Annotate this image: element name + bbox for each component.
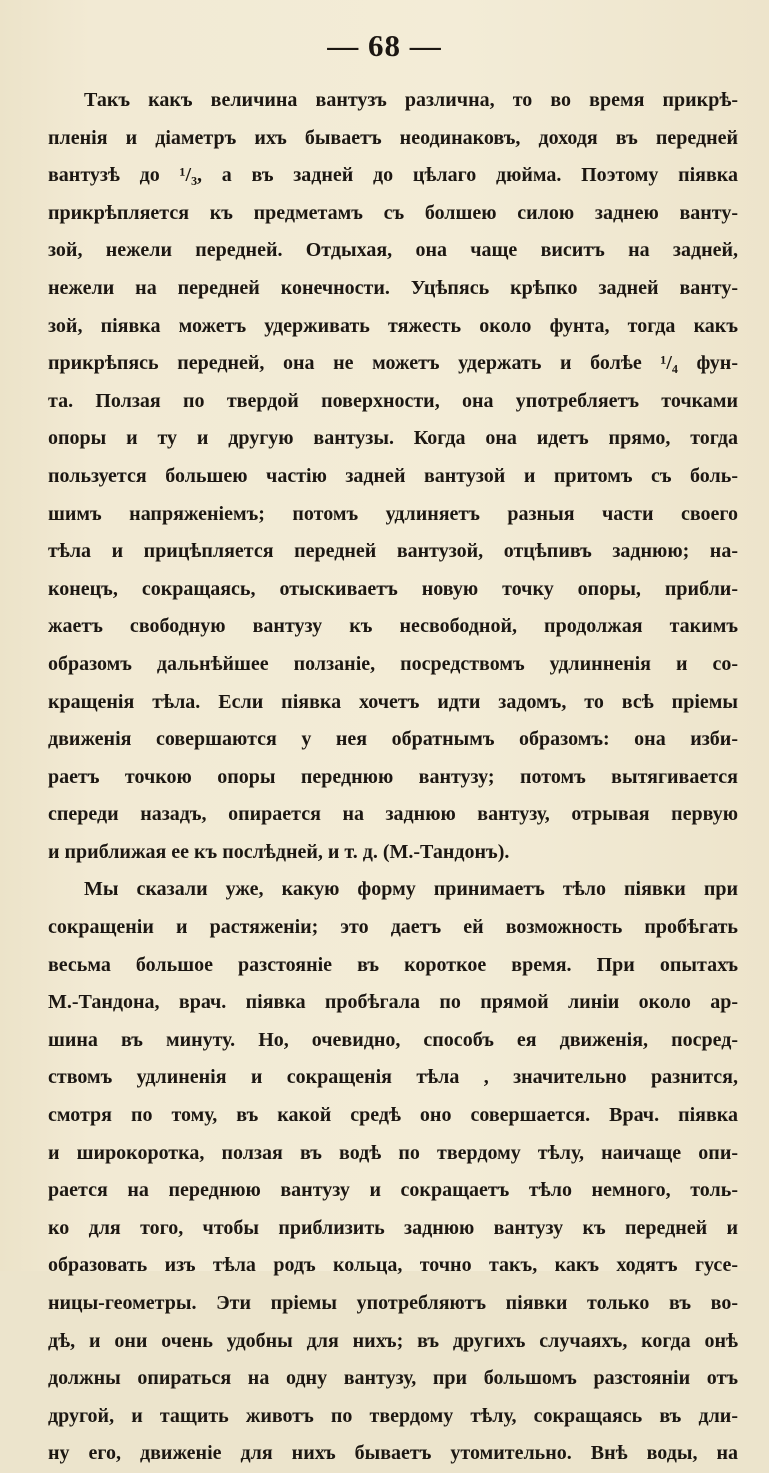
text-line: образовать изъ тѣла родъ кольца, точно такъ, какъ ходятъ гусе- [48, 1254, 738, 1277]
text-line: М.-Тандона, врач. піявка пробѣгала по прямой линіи около ар- [48, 991, 738, 1014]
text-line: ствомъ удлиненія и сокращенія тѣла , значительно разнится, [48, 1066, 738, 1089]
paragraph-2 [48, 871, 738, 1473]
text-line: прикрѣпляется къ предметамъ съ болшею силою заднею ванту- [48, 201, 738, 224]
text-line: весьма большое разстояніе въ короткое время. При опытахъ [48, 953, 738, 976]
paragraph-1 [48, 82, 738, 871]
text-line: другой, и тащить животъ по твердому тѣлу, сокращаясь въ дли- [48, 1404, 738, 1427]
text-line: движенія совершаются у нея обратнымъ образомъ: она изби- [48, 728, 738, 751]
text-line: смотря по тому, въ какой средѣ оно совершается. Врач. піявка [48, 1104, 738, 1127]
text-line: Такъ какъ величина вантузъ различна, то во время прикрѣ- [84, 89, 738, 111]
text-line: образомъ дальнѣйшее ползаніе, посредствомъ удлинненія и со- [48, 652, 738, 675]
text-line: пленія и діаметръ ихъ бываетъ неодинаковъ, доходя въ передней [48, 126, 738, 149]
text-line: ко для того, чтобы приблизить заднюю вантузу къ передней и [48, 1216, 738, 1239]
text-line: жаетъ свободную вантузу къ несвободной, продолжая такимъ [48, 615, 738, 638]
page-number: — 68 — [327, 28, 442, 63]
text-line: ницы-геометры. Эти пріемы употребляютъ піявки только въ во- [48, 1292, 738, 1314]
text-line: конецъ, сокращаясь, отыскиваетъ новую точку опоры, прибли- [48, 577, 738, 600]
text-line: кращенія тѣла. Если піявка хочетъ идти задомъ, то всѣ пріемы [48, 690, 738, 713]
text-line: шина въ минуту. Но, очевидно, способъ ея движенія, посред- [48, 1028, 738, 1051]
text-line: рается на переднюю вантузу и сокращаетъ тѣло немного, толь- [48, 1179, 738, 1202]
text-line: шимъ напряженіемъ; потомъ удлиняетъ разныя части своего [48, 502, 738, 525]
body-text [48, 82, 738, 1473]
text-line: ну его, движеніе для нихъ бываетъ утомительно. Внѣ воды, на [48, 1442, 738, 1465]
text-line: дѣ, и они очень удобны для нихъ; въ другихъ случаяхъ, когда онѣ [48, 1329, 738, 1352]
text-line: и приближая ее къ послѣдней, и т. д. (М.-Тандонъ). [48, 840, 510, 863]
text-line: зой, піявка можетъ удерживать тяжесть около фунта, тогда какъ [48, 314, 738, 337]
text-line: прикрѣпясь передней, она не можетъ удержать и болѣе ¹/₄ фун- [48, 352, 738, 375]
text-line: должны опираться на одну вантузу, при большомъ разстояніи отъ [48, 1367, 738, 1390]
text-line: опоры и ту и другую вантузы. Когда она идетъ прямо, тогда [48, 427, 738, 450]
text-line: вантузѣ до ¹/₃, а въ задней до цѣлаго дюйма. Поэтому піявка [48, 164, 738, 187]
text-line: зой, нежели передней. Отдыхая, она чаще виситъ на задней, [48, 239, 738, 262]
text-line: Мы сказали уже, какую форму принимаетъ тѣло піявки при [84, 878, 738, 901]
text-line: тѣла и прицѣпляется передней вантузой, отцѣпивъ заднюю; на- [48, 540, 738, 563]
text-line: нежели на передней конечности. Уцѣпясь крѣпко задней ванту- [48, 276, 738, 299]
text-line: сокращеніи и растяженіи; это даетъ ей возможность пробѣгать [48, 916, 738, 939]
text-line: раетъ точкою опоры переднюю вантузу; потомъ вытягивается [48, 765, 738, 788]
text-line: и широкоротка, ползая въ водѣ по твердому тѣлу, наичаще опи- [48, 1141, 738, 1164]
text-line: пользуется большею частію задней вантузой и притомъ съ боль- [48, 464, 738, 487]
text-line: спереди назадъ, опирается на заднюю вантузу, отрывая первую [48, 803, 738, 826]
text-line: та. Ползая по твердой поверхности, она употребляетъ точками [48, 389, 738, 412]
